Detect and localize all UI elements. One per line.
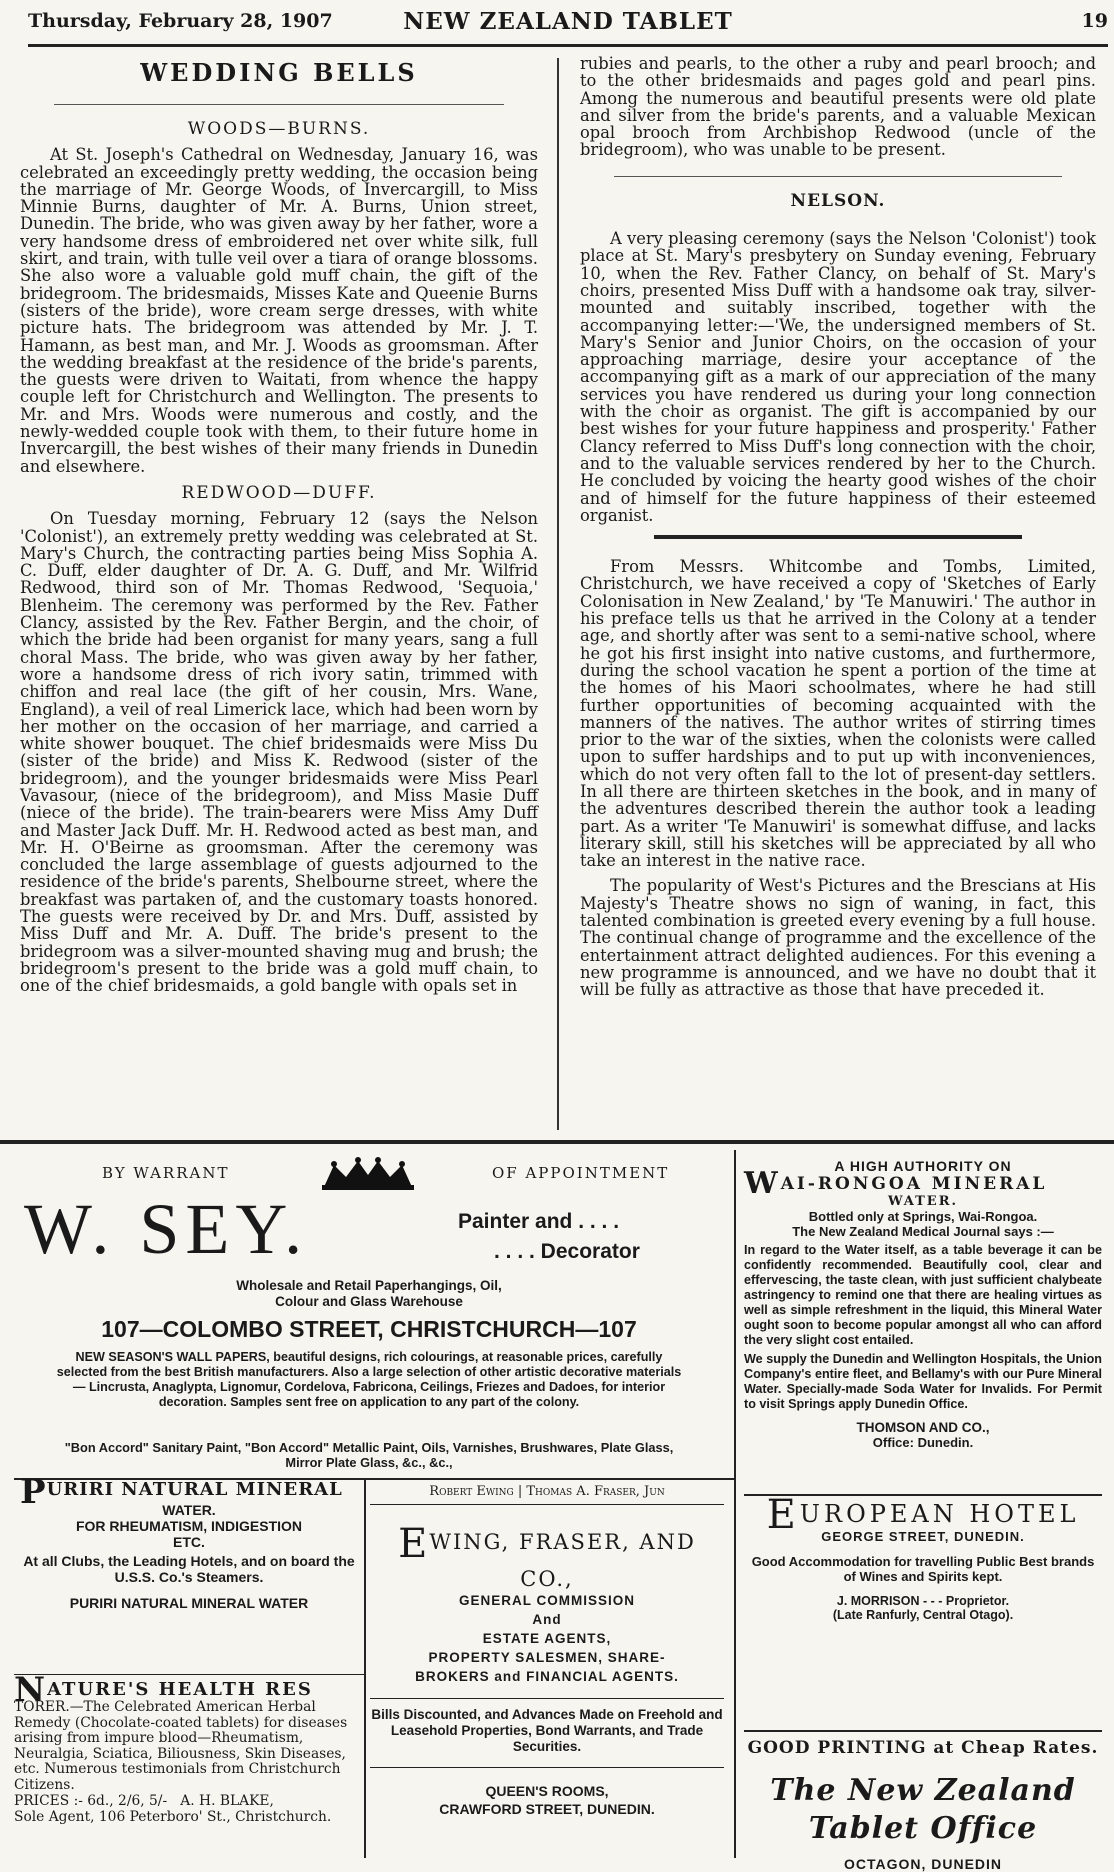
printing-good: GOOD PRINTING at Cheap Rates. [747, 1738, 1099, 1758]
puriri-clubs: At all Clubs, the Leading Hotels, and on board the U.S.S. Co.'s Steamers. [23, 1553, 355, 1585]
wholesale-line-1: Wholesale and Retail Paperhangings, Oil, [236, 1278, 502, 1293]
printing-location: OCTAGON, DUNEDIN [843, 1856, 1003, 1872]
puriri-etc: ETC. [173, 1534, 205, 1550]
ewing-bills: Bills Discounted, and Advances Made on Freehold and Leasehold Properties, Bond Warrants, and Trade Securities. [370, 1698, 724, 1755]
ad-divider-vertical [734, 1150, 736, 1858]
natures-prices: PRICES :- 6d., 2/6, 5/- [14, 1793, 168, 1809]
wai-quote: In regard to the Water itself, as a table beverage it can be confidently recommended. Beautifully cool, clear and effervescing, the taste clean, with just sufficient chalybeate astringency to remind one that there are healing virtues as well as simple refreshment in the liquid, this Mineral Water ought soon to become popular amongst all who can afford the very slight cost entailed. [744, 1243, 1102, 1347]
ewing-line-5: BROKERS and FINANCIAL AGENTS. [415, 1669, 679, 1684]
ewing-line-1: GENERAL COMMISSION [458, 1593, 635, 1608]
natures-agent: Sole Agent, 106 Peterboro' St., Christchurch. [14, 1809, 332, 1825]
natures-drop-cap: N [14, 1670, 48, 1710]
warrant-text: BY WARRANT [102, 1164, 230, 1182]
wedding-continuation: rubies and pearls, to the other a ruby and pearl brooch; and to the other bridesmaids and pages gold and pearl pins. Among the numerous and beautiful presents were old plate and silver from the bride's parents, and a valuable Mexican opal brooch from Archbishop Redwood (uncle of the bridegroom), who was unable to be present. [580, 54, 1096, 160]
puriri-water: WATER. [162, 1502, 216, 1518]
royal-arms-icon [316, 1155, 420, 1191]
sey-footer: "Bon Accord" Sanitary Paint, "Bon Accord" Metallic Paint, Oils, Varnishes, Brushwares, Plate Glass, Mirror Plate Glass, &c., &c., [64, 1440, 674, 1470]
sey-name: W. SEY. [24, 1189, 309, 1269]
sketches-review: From Messrs. Whitcombe and Tombs, Limited, Christchurch, we have received a copy of 'Sketches of Early Colonisation in New Zealand,' by 'Te Manuwiri.' The author in his preface tells us that he arrived in the Colony at a tender age, and shortly after was sent to a semi-native school, where he got his first insight into native customs, and furthermore, during the school vacation he spent a portion of the time at the homes of his Maori schoolmates, where he had still further opportunities of becoming acquainted with the manners of the natives. The author writes of stirring times prior to the war of the sixties, when the colonists were called upon to suffer hardships and to put up with inconveniences, which do not very often fall to the lot of present-day settlers. In all there are thirteen sketches in the book, and in many of the adventures described therein the author took a leading part. As a writer 'Te Manuwiri' is somewhat diffuse, and lacks literary skill, still his sketches will be appreciated by all who take an interest in the native race. [580, 557, 1096, 871]
ad-divider-vertical-2 [364, 1480, 366, 1858]
woods-burns-article: At St. Joseph's Cathedral on Wednesday, January 16, was celebrated an exceedingly pretty wedding, the occasion being the marriage of Mr. George Woods, of Invercargill, to Miss Minnie Burns, daughter of Mr. A. Burns, Union street, Dunedin. The bride, who was given away by her father, wore a very handsome dress of embroidered net over white silk, full skirt, and train, with tulle veil over a tiara of orange blossoms. She also wore a valuable gold muff chain, the gift of the bridegroom. The bridesmaids, Misses Kate and Queenie Burns (sisters of the bride), wore cream serge dresses, with white picture hats. The bridegroom was attended by Mr. J. T. Hamann, as best man, and Mr. J. Woods as groomsman. After the wedding breakfast at the residence of the bride's parents, the guests were driven to Waitati, from whence the happy couple left for Christchurch and Wellington. The presents to Mr. and Mrs. Woods were numerous and costly, and the newly-wedded couple took with them, to their future home in Invercargill, the best wishes of their many friends in Dunedin and elsewhere. [20, 145, 538, 476]
euro-drop-cap: E [766, 1492, 800, 1538]
appointment-text: OF APPOINTMENT [492, 1164, 670, 1182]
natures-advertisement [14, 1670, 364, 1858]
wai-office: Office: Dunedin. [872, 1435, 974, 1450]
wai-authority: A HIGH AUTHORITY ON [834, 1158, 1012, 1174]
wai-supply: We supply the Dunedin and Wellington Hospitals, the Union Company's entire fleet, and Bellamy's with our Pure Mineral Water. Specially-made Soda Water for Invalids. For Permit to visit Springs apply Dunedin Office. [744, 1352, 1102, 1411]
euro-rule [744, 1730, 1102, 1732]
wai-rongoa-advertisement [744, 1150, 1102, 1450]
euro-proprietor: J. MORRISON - - - Proprietor. [836, 1594, 1010, 1608]
ewing-rooms: QUEEN'S ROOMS, [485, 1783, 609, 1799]
puriri-footer: PURIRI NATURAL MINERAL WATER [69, 1595, 309, 1611]
wai-thomson: THOMSON AND CO., [856, 1420, 990, 1435]
natures-title [14, 1670, 364, 1710]
wholesale-line-2: Colour and Glass Warehouse [275, 1294, 463, 1309]
column-divider [557, 58, 559, 1130]
wai-bottled: Bottled only at Springs, Wai-Rongoa. [808, 1209, 1038, 1224]
ewing-address [370, 1767, 724, 1818]
nelson-article: A very pleasing ceremony (says the Nelson 'Colonist') took place at St. Mary's presbytery on Sunday evening, February 10, when the Rev. Father Clancy, on behalf of St. Mary's choirs, presented Miss Duff with a handsome oak tray, silver-mounted and suitably inscribed, together with the accompanying letter:—'We, the undersigned members of St. Mary's Senior and Junior Choirs, on the occasion of your approaching marriage, desire your acceptance of the accompanying gift as a mark of our appreciation of the many services you have rendered us during your long connection with the choir as organist. The gift is accompanied by our best wishes for your future happiness and prosperity.' Father Clancy referred to Miss Duff's long connection with the choir, and to the valuable services rendered by her to the Church. He concluded by voicing the hearty good wishes of the choir and of himself for the future happiness of their esteemed organist. [580, 229, 1096, 525]
right-column [574, 55, 1102, 1135]
redwood-duff-article: On Tuesday morning, February 12 (says the Nelson 'Colonist'), an extremely pretty wedding was celebrated at St. Mary's Church, the contracting parties being Miss Sophia A. C. Duff, elder daughter of Dr. A. G. Duff, and Mr. Wilfrid Redwood, third son of Mr. Thomas Redwood, 'Sequoia,' Blenheim. The ceremony was performed by the Rev. Father Clancy, assisted by the Rev. Father Bergin, and the choir, of which the bride had been organist for many years, sang a full choral Mass. The bride, who was given away by her father, wore a handsome dress of rich ivory satin, trimmed with chiffon and real lace (the gift of her cousin, Mrs. Wane, England), a veil of real Limerick lace, which had been worn by her mother on the occasion of her marriage, and carried a white shower bouquet. The chief bridesmaids were Miss Du (sister of the bride) and Miss K. Redwood (sister of the bridegroom), and the younger bridesmaids were Miss Pearl Vavasour, (niece of the bridegroom), and Miss Masie Duff (niece of the bride). The train-bearers were Miss Amy Duff and Master Jack Duff. Mr. H. Redwood acted as best man, and Mr. H. O'Beirne as groomsman. After the ceremony was concluded the large assemblage of guests adjourned to the residence of the bride's parents, Shelbourne street, where the breakfast was partaken of, and the customary toasts honored. The guests were received by Dr. and Mrs. Duff, assisted by Miss Duff and Mr. A. Duff. The bride's present to the bridegroom was a silver-mounted shaving mug and brush; the bridegroom's present to the bride was a gold muff chain, to one of the chief bridesmaids, a gold bangle with opals set in [20, 509, 538, 996]
sey-advertisement [14, 1150, 724, 1480]
euro-accommodation: Good Accommodation for travelling Public Best brands of Wines and Spirits kept. [751, 1554, 1095, 1584]
printing-office: The New Zealand Tablet Office [770, 1773, 1076, 1846]
section-ornament [574, 163, 1102, 181]
ewing-drop-cap: E [398, 1521, 430, 1567]
nelson-title: NELSON. [790, 190, 886, 211]
masthead [28, 8, 1108, 42]
page-number: 19 [1081, 10, 1108, 32]
euro-street: GEORGE STREET, DUNEDIN. [821, 1529, 1025, 1544]
ewing-name-text: WING, FRASER, AND CO., [429, 1530, 696, 1591]
wai-drop-cap: W [744, 1166, 781, 1201]
european-hotel-advertisement [744, 1492, 1102, 1660]
masthead-rule [28, 44, 1108, 47]
heading-ornament [14, 91, 544, 109]
ewing-street: CRAWFORD STREET, DUNEDIN. [439, 1801, 655, 1817]
ewing-advertisement [370, 1484, 724, 1858]
natures-title-text: ATURE'S HEALTH RES [47, 1679, 313, 1700]
euro-name-text: UROPEAN HOTEL [799, 1500, 1080, 1528]
painter-label: Painter and . . . . [458, 1210, 620, 1233]
redwood-duff-title: REDWOOD—DUFF. [181, 482, 377, 503]
ewing-line-4: PROPERTY SALESMEN, SHARE- [428, 1650, 666, 1665]
natures-prices-line [14, 1793, 364, 1809]
ewing-name [370, 1521, 724, 1591]
decorator-label: . . . . Decorator [494, 1240, 640, 1263]
sey-address: 107—COLOMBO STREET, CHRISTCHURCH—107 [101, 1316, 637, 1342]
puriri-advertisement [14, 1472, 364, 1675]
wai-water: WATER. [887, 1194, 959, 1209]
sey-body: NEW SEASON'S WALL PAPERS, beautiful designs, rich colourings, at reasonable prices, carefully selected from the best British manufacturers. Also a large selection of other artistic decorative materials — Lincrusta, Anaglypta, Lignomur, Cordelova, Fabricona, Ceilings, Friezes and Dadoes, for interior decoration. Samples sent free on application to any part of the colony. [56, 1350, 682, 1409]
sey-wholesale [14, 1278, 724, 1310]
left-column [14, 55, 544, 1135]
euro-late: (Late Ranfurly, Central Otago). [832, 1608, 1014, 1622]
wedding-bells-heading: WEDDING BELLS [140, 58, 418, 87]
ewing-line-3: ESTATE AGENTS, [482, 1631, 612, 1646]
article-divider [574, 528, 1102, 546]
puriri-title-text: URIRI NATURAL MINERAL [46, 1479, 343, 1500]
wai-journal: The New Zealand Medical Journal says :— [792, 1224, 1054, 1239]
wai-name-text: AI-RONGOA MINERAL [780, 1174, 1048, 1194]
puriri-rule [14, 1674, 364, 1675]
woods-burns-title: WOODS—BURNS. [187, 119, 371, 139]
printing-advertisement [744, 1738, 1102, 1872]
masthead-title: NEW ZEALAND TABLET [403, 8, 733, 35]
ewing-partners: Robert Ewing | Thomas A. Fraser, Jun [370, 1484, 724, 1505]
puriri-for: FOR RHEUMATISM, INDIGESTION [75, 1518, 303, 1534]
natures-agent-name: A. H. BLAKE, [180, 1793, 274, 1809]
natures-body: TORER.—The Celebrated American Herbal Remedy (Chocolate-coated tablets) for diseases arising from impure blood—Rheumatism, Neuralgia, Sciatica, Biliousness, Skin Diseases, etc. Numerous testimonials from Christchurch Citizens. [14, 1699, 348, 1793]
puriri-drop-cap: P [20, 1472, 47, 1512]
theatre-notice: The popularity of West's Pictures and the Brescians at His Majesty's Theatre shows no sign of waning, in fact, this talented combination is greeted every evening by a full house. The continual change of programme and the excellence of the entertainment attract delighted audiences. For this evening a new programme is announced, and we have no doubt that it will be fully as attractive as those that have preceded it. [580, 876, 1096, 1000]
masthead-date: Thursday, February 28, 1907 [28, 10, 333, 32]
advertisement-rule [0, 1140, 1114, 1144]
ewing-line-2: And [532, 1612, 562, 1627]
